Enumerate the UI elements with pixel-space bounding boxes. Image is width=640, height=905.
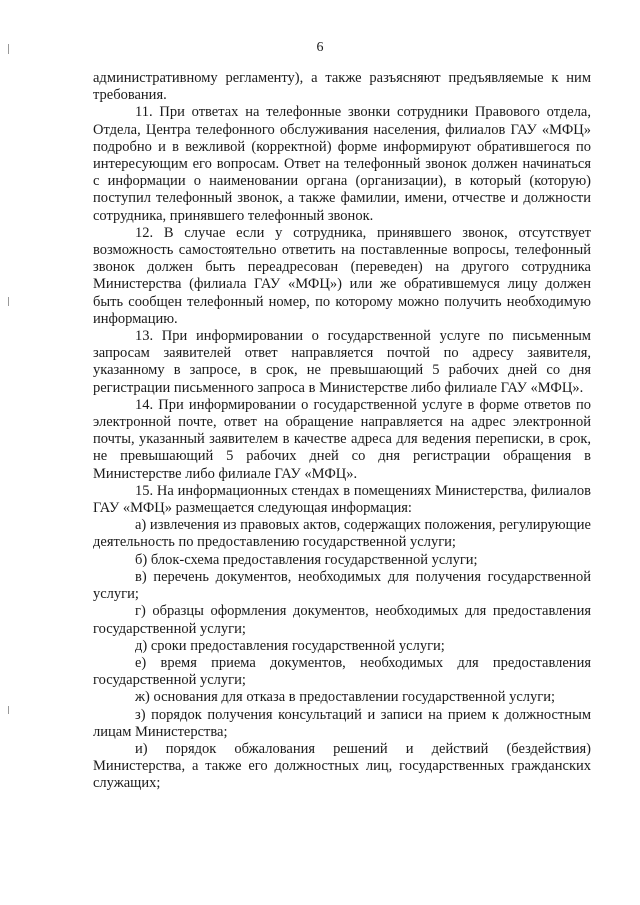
paragraph-11: 11. При ответах на телефонные звонки сотрудники Правового отдела, Отдела, Центра телефонного обслуживания населения, филиалов ГАУ «МФЦ» подробно и в вежливой (корректной) форме информируют обратившегося по интересующим его вопросам. Ответ на телефонный звонок должен начинаться с информации о наименовании органа (организации), в который (которую) поступил телефонный звонок, а также фамилии, имени, отчестве и должности сотрудника, принявшего телефонный звонок. xyxy=(93,104,591,224)
paragraph-14: 14. При информировании о государственной услуге в форме ответов по электронной почте, ответ на обращение направляется на адрес электронной почты, указанный заявителем в качестве адреса для ведения переписки, в срок, не превышающий 5 рабочих дней со дня регистрации обращения в Министерстве либо филиале ГАУ «МФЦ». xyxy=(93,396,591,482)
document-body xyxy=(93,70,591,793)
list-item-z: з) порядок получения консультаций и записи на прием к должностным лицам Министерства; xyxy=(93,706,591,740)
list-item-i: и) порядок обжалования решений и действий (бездействия) Министерства, а также его должностных лиц, государственных гражданских служащих; xyxy=(93,740,591,792)
list-item-v: в) перечень документов, необходимых для получения государственной услуги; xyxy=(93,568,591,603)
paragraph-continuation: административному регламенту), а также разъясняют предъявляемые к ним требования. xyxy=(93,70,591,104)
paragraph-13: 13. При информировании о государственной услуге по письменным запросам заявителей ответ направляется почтой по адресу заявителя, указанному в запросе, в срок, не превышающий 5 рабочих дней со дня регистрации письменного запроса в Министерстве либо филиале ГАУ «МФЦ». xyxy=(93,328,591,396)
page-number: 6 xyxy=(316,40,324,55)
list-item-d: д) сроки предоставления государственной услуги; xyxy=(135,637,445,654)
scan-edge-mark xyxy=(8,44,9,54)
list-item-a: а) извлечения из правовых актов, содержащих положения, регулирующие деятельность по предоставлению государственной услуги; xyxy=(93,517,591,551)
list-item-b: б) блок-схема предоставления государственной услуги; xyxy=(135,551,478,568)
paragraph-12: 12. В случае если у сотрудника, принявшего звонок, отсутствует возможность самостоятельно ответить на поставленные вопросы, телефонный звонок должен быть переадресован (переведен) на другого сотрудника Министерства (филиала ГАУ «МФЦ») или же обратившемуся лицу должен быть сообщен телефонный номер, по которому можно получить необходимую информацию. xyxy=(93,224,591,327)
scan-edge-mark xyxy=(8,297,9,306)
paragraph-15: 15. На информационных стендах в помещениях Министерства, филиалов ГАУ «МФЦ» размещается следующая информация: xyxy=(93,482,591,517)
list-item-g: г) образцы оформления документов, необходимых для предоставления государственной услуги; xyxy=(93,603,591,637)
scan-edge-mark xyxy=(8,706,9,714)
list-item-zh: ж) основания для отказа в предоставлении государственной услуги; xyxy=(135,689,555,706)
list-item-e: е) время приема документов, необходимых для предоставления государственной услуги; xyxy=(93,654,591,689)
